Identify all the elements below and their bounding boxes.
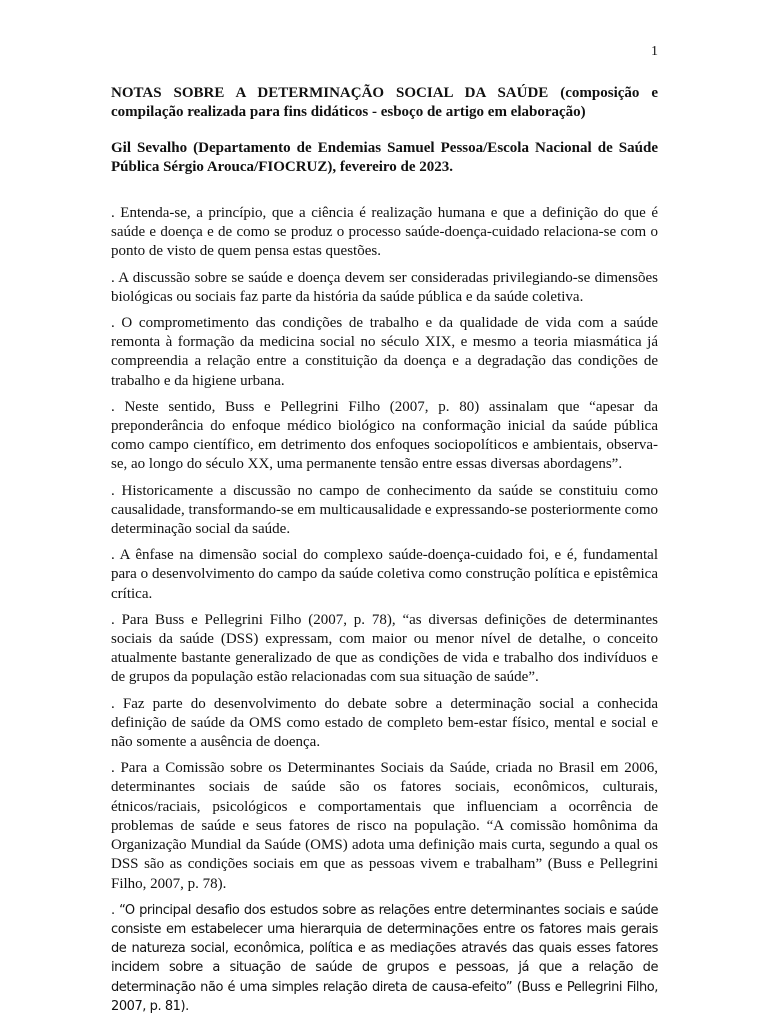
document-body [111, 84, 658, 1023]
paragraph: . A ênfase na dimensão social do complexo saúde-doença-cuidado foi, e é, fundamental para o desenvolvimento do campo da saúde coletiva como construção política e epistêmica crítica. [111, 547, 658, 602]
page-number: 1 [651, 44, 658, 59]
paragraph: . Neste sentido, Buss e Pellegrini Filho (2007, p. 80) assinalam que “apesar da preponderância do enfoque médico biológico na conformação inicial da saúde pública como campo científico, em detrimento dos enfoques sociopolíticos e ambientais, observa-se, ao longo do século XX, uma permanente tensão entre essas diversas abordagens”. [111, 398, 658, 473]
paragraph: . Para Buss e Pellegrini Filho (2007, p. 78), “as diversas definições de determinantes sociais da saúde (DSS) expressam, com maior ou menor nível de detalhe, o conceito atualmente bastante generalizado de que as condições de vida e trabalho dos indivíduos e de grupos da população estão relacionadas com sua situação de saúde”. [111, 611, 658, 686]
paragraph: . O comprometimento das condições de trabalho e da qualidade de vida com a saúde remonta à formação da medicina social no século XIX, e mesmo a teoria miasmática já compreendia a relação entre a constituição da doença e a degradação das condições de trabalho e da higiene urbana. [111, 315, 658, 389]
paragraph: . “O principal desafio dos estudos sobre as relações entre determinantes sociais e saúde consiste em estabelecer uma hierarquia de determinações entre os fatores mais gerais de natureza social, econômica, política e as mediações através das quais esses fatores incidem sobre a situação de saúde de grupos e pessoas, já que a relação de determinação não é uma simples relação direta de causa-efeito” (Buss e Pellegrini Filho, 2007, p. 81). [111, 902, 658, 1014]
paragraph: . Historicamente a discussão no campo de conhecimento da saúde se constituiu como causalidade, transformando-se em multicausalidade e expressando-se posteriormente como determinação social da saúde. [111, 482, 658, 538]
document-title: NOTAS SOBRE A DETERMINAÇÃO SOCIAL DA SAÚDE (composição e compilação realizada para fins didáticos - esboço de artigo em elaboração) [111, 85, 658, 120]
paragraph: . A discussão sobre se saúde e doença devem ser consideradas privilegiando-se dimensões biológicas ou sociais faz parte da história da saúde pública e da saúde coletiva. [111, 269, 658, 305]
paragraph: . Para a Comissão sobre os Determinantes Sociais da Saúde, criada no Brasil em 2006, determinantes sociais de saúde são os fatores sociais, econômicos, culturais, étnicos/raciais, psicológicos e comportamentais que influenciam a ocorrência de problemas de saúde e seus fatores de risco na população. “A comissão homônima da Organização Mundial da Saúde (OMS) adota uma definição mais curta, segundo a qual os DSS são as condições sociais em que as pessoas vivem e trabalham” (Buss e Pellegrini Filho, 2007, p. 78). [111, 760, 658, 892]
paragraph: . Faz parte do desenvolvimento do debate sobre a determinação social a conhecida definição de saúde da OMS como estado de completo bem-estar físico, mental e social e não somente a ausência de doença. [111, 695, 658, 751]
paragraph: . Entenda-se, a princípio, que a ciência é realização humana e que a definição do que é saúde e doença e de como se produz o processo saúde-doença-cuidado relaciona-se com o ponto de visto de quem pensa estas questões. [111, 205, 658, 260]
author-line: Gil Sevalho (Departamento de Endemias Samuel Pessoa/Escola Nacional de Saúde Pública Sérgio Arouca/FIOCRUZ), fevereiro de 2023. [111, 140, 658, 175]
